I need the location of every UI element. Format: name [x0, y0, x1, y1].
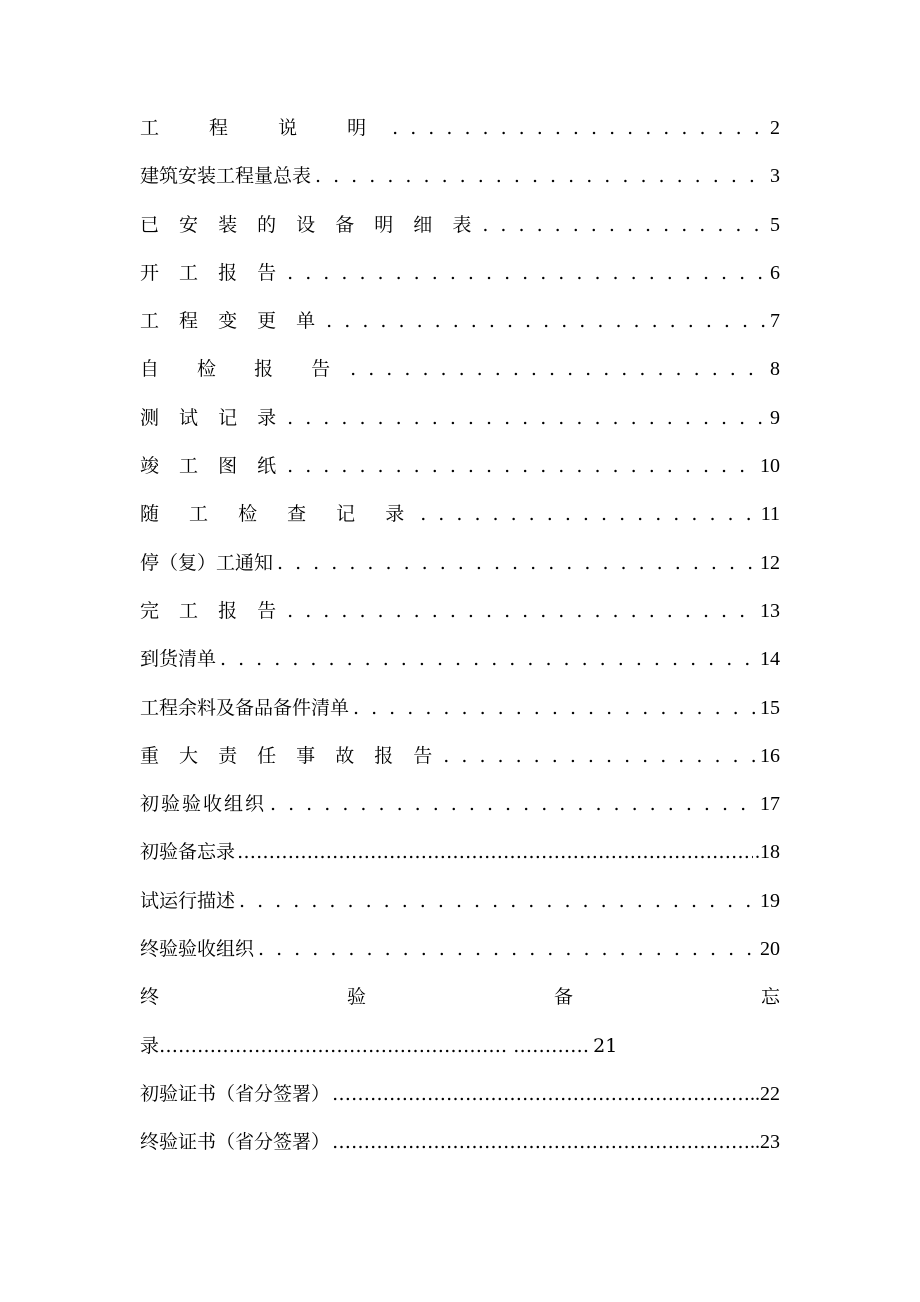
toc-entry[interactable]	[140, 354, 780, 402]
toc-entry-page: 12	[760, 551, 780, 574]
toc-entry-page: 8	[770, 358, 780, 381]
toc-entry-page: 7	[770, 310, 780, 333]
toc-entry-title: 自 检 报 告	[140, 358, 347, 381]
dot-leader	[239, 890, 756, 912]
toc-entry-title: 开 工 报 告	[140, 261, 284, 284]
toc-entry-page: 6	[770, 261, 780, 284]
toc-entry-page: .18	[755, 841, 780, 864]
toc-entry-page: 17	[760, 793, 780, 816]
toc-entry[interactable]	[140, 644, 780, 692]
toc-entry-justified[interactable]	[140, 982, 780, 1030]
toc-entry[interactable]	[140, 1079, 780, 1127]
ellipsis-leader	[237, 841, 753, 863]
toc-entry-title: 停（复）工通知	[140, 551, 274, 574]
toc-entry[interactable]	[140, 693, 780, 741]
toc-entry-page: 14	[760, 648, 780, 671]
dot-leader	[287, 600, 756, 622]
toc-entry[interactable]	[140, 1127, 780, 1175]
toc-entry-title-part: 验	[346, 986, 366, 1009]
toc-entry-page: 3	[770, 165, 780, 188]
dot-leader	[258, 938, 756, 960]
ellipsis-leader	[332, 1083, 748, 1105]
toc-entry-page: 11	[760, 503, 780, 526]
dot-leader	[220, 648, 756, 670]
toc-entry-title-part: 备	[553, 986, 573, 1009]
toc-entry-title-part: 忘	[760, 986, 780, 1009]
toc-entry[interactable]	[140, 499, 780, 547]
toc-entry-page: 10	[760, 455, 780, 478]
dot-leader	[353, 697, 756, 719]
dot-leader	[287, 407, 766, 429]
dot-leader	[350, 358, 766, 380]
ellipsis-leader	[332, 1131, 748, 1153]
toc-entry-page: 5	[770, 213, 780, 236]
toc-entry-title: 工程余料及备品备件清单	[140, 696, 350, 719]
toc-entry-page: 20	[760, 938, 780, 961]
toc-entry-title-cont: 录	[140, 1034, 160, 1057]
toc-entry-title: 测 试 记 录	[140, 406, 284, 429]
dot-leader	[392, 117, 766, 139]
ellipsis-leader: ………………………………………………. …………	[159, 1034, 590, 1057]
dot-leader	[277, 552, 756, 574]
toc-entry[interactable]	[140, 837, 780, 885]
toc-entry-title: 已 安 装 的 设 备 明 细 表	[140, 213, 479, 236]
toc-entry-title: 初验验收组织	[140, 793, 267, 816]
toc-entry[interactable]	[140, 210, 780, 258]
toc-entry-page: ..22	[750, 1082, 780, 1105]
toc-entry-title: 到货清单	[140, 648, 217, 671]
dot-leader	[420, 503, 757, 525]
toc-entry-title: 终验证书（省分签署）	[140, 1131, 331, 1154]
toc-entry[interactable]	[140, 596, 780, 644]
toc-entry[interactable]	[140, 548, 780, 596]
toc-entry-title: 竣 工 图 纸	[140, 455, 284, 478]
toc-entry[interactable]	[140, 886, 780, 934]
toc-entry-title: 工 程 变 更 单	[140, 310, 323, 333]
dot-leader	[270, 793, 756, 815]
toc-entry-page: 19	[760, 889, 780, 912]
table-of-contents	[140, 113, 780, 1176]
toc-entry-page: 21	[593, 1034, 618, 1057]
toc-entry-page: 15	[760, 696, 780, 719]
toc-entry-title: 试运行描述	[140, 889, 236, 912]
toc-entry[interactable]	[140, 306, 780, 354]
toc-entry[interactable]	[140, 258, 780, 306]
toc-entry[interactable]	[140, 403, 780, 451]
toc-entry-title-part: 终	[140, 986, 160, 1009]
dot-leader	[482, 214, 766, 236]
toc-entry-title: 初验备忘录	[140, 841, 236, 864]
toc-entry[interactable]	[140, 113, 780, 161]
toc-entry-page: ..23	[750, 1131, 780, 1154]
toc-entry-continuation[interactable]	[140, 1031, 780, 1079]
toc-entry-page: 9	[770, 406, 780, 429]
toc-entry[interactable]	[140, 161, 780, 209]
toc-entry-page: 13	[760, 599, 780, 622]
dot-leader	[287, 455, 756, 477]
toc-entry-title: 工 程 说 明	[140, 117, 389, 139]
toc-entry-title: 随 工 检 查 记 录	[140, 503, 417, 526]
toc-entry-title: 完 工 报 告	[140, 599, 284, 622]
toc-entry[interactable]	[140, 934, 780, 982]
toc-entry-page: 16	[760, 744, 780, 767]
toc-entry-title: 重 大 责 任 事 故 报 告	[140, 744, 440, 767]
toc-entry[interactable]	[140, 741, 780, 789]
dot-leader	[315, 165, 766, 187]
toc-entry[interactable]	[140, 451, 780, 499]
toc-entry[interactable]	[140, 789, 780, 837]
toc-entry-title: 初验证书（省分签署）	[140, 1082, 331, 1105]
dot-leader	[326, 310, 766, 332]
toc-entry-title: 建筑安装工程量总表	[140, 165, 312, 188]
toc-entry-title: 终验验收组织	[140, 938, 255, 961]
toc-entry-page: 2	[770, 117, 780, 139]
dot-leader	[443, 745, 756, 767]
dot-leader	[287, 262, 766, 284]
